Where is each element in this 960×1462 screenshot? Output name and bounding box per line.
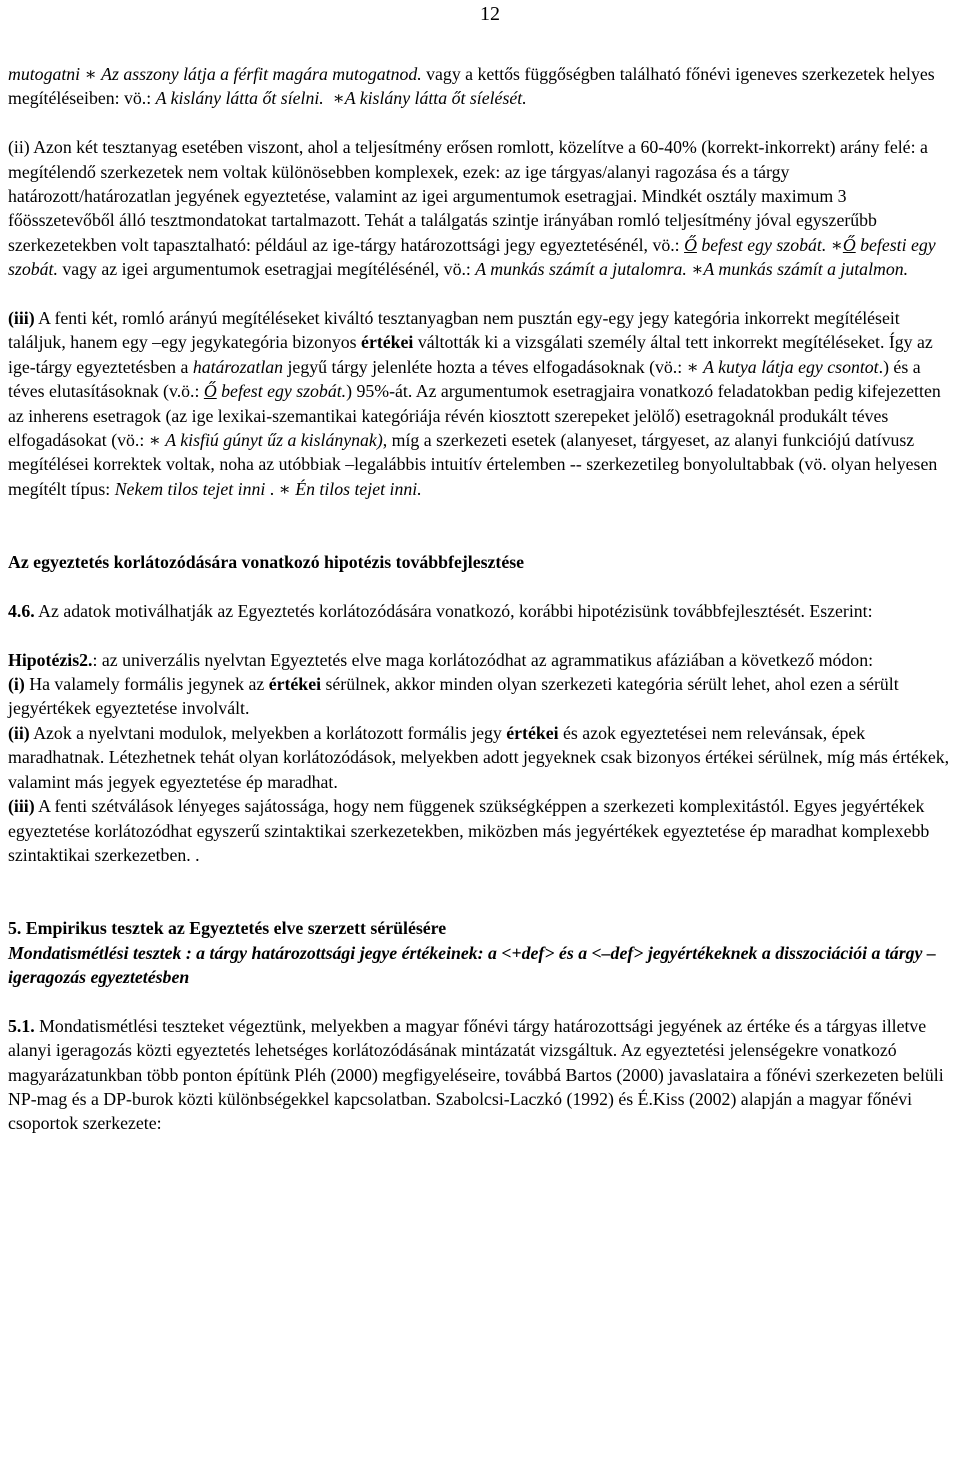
- text-run: sérülnek, akkor minden olyan szerkezeti kategória sérült lehet, ahol ezen a sérült jegyértékek egyeztetése involvált.: [8, 674, 899, 719]
- example-word: Ő: [203, 381, 217, 402]
- section-5-subheading: [8, 941, 954, 990]
- asterisk-symbol: ∗: [691, 259, 704, 280]
- text-run: :: [92, 649, 98, 670]
- example-sentence: A kisfiú gúnyt űz a kislánynak): [165, 430, 383, 451]
- example-sentence: A munkás számít a jutalomra.: [475, 259, 687, 280]
- example-sentence: befest egy szobát.: [696, 234, 827, 255]
- example-sentence: Én tilos tejet inni.: [295, 478, 422, 499]
- subheading-text: Mondatismétlési tesztek : a tárgy határozottsági jegye értékeinek: a <+def> és a <–def> jegyértékeknek a disszociációi a tárgy – igeragozás egyeztetésben: [8, 942, 936, 987]
- emphasis-word: értékei: [506, 722, 559, 743]
- asterisk-symbol: ∗: [830, 234, 843, 255]
- text-run: váltották ki a vizsgálati személy által tett inkorrekt megítéléseket. Így az ige-tárgy egyeztetésben a: [8, 332, 933, 377]
- example-sentence: befesti egy szobát.: [8, 234, 936, 280]
- page-number: 12: [480, 3, 500, 25]
- example-sentence: Nekem tilos tejet inni: [114, 478, 266, 499]
- section-number: 5.1.: [8, 1015, 35, 1036]
- text-run: jegyű tárgy jelenléte hozta a téves elfogadásoknak (vö.:: [283, 356, 687, 377]
- text-run: az univerzális nyelvtan Egyeztetés elve maga korlátozódhat az agrammatikus afáziában a következő módon:: [97, 649, 874, 670]
- heading-text: Az egyeztetés korlátozódására vonatkozó hipotézis továbbfejlesztése: [8, 552, 525, 573]
- asterisk-symbol: ∗: [84, 64, 97, 84]
- hypothesis-item-ii: [8, 721, 954, 794]
- asterisk-symbol: ∗: [332, 88, 345, 109]
- item-label: (ii): [8, 722, 30, 743]
- text-run: ) 95%-át. Az argumentumok esetragjaira vonatkozó feladatokban pedig kifejezetten az inherens esetragok (az ige lexikai-szemantikai kategóriája révén kiosztott szerepeket jelölő) esetragoknál produkált téves elfogadásokat (vö.:: [8, 381, 941, 451]
- text-run: A fenti két, romló arányú megítéléseket kiváltó tesztanyagban nem pusztán egy-egy jegy kategória inkorrekt megítéléseit találjuk, hanem egy –egy jegykategória bizonyos: [8, 308, 900, 353]
- hypothesis-item-i: [8, 672, 954, 721]
- example-sentence: A kislány látta őt síelését.: [344, 88, 527, 109]
- section-number: 4.6.: [8, 600, 35, 621]
- section-heading: [8, 550, 954, 574]
- emphasis-word: értékei: [268, 674, 322, 695]
- asterisk-symbol: ∗: [686, 356, 699, 377]
- text-run: .: [265, 478, 279, 499]
- item-label: (i): [8, 674, 25, 695]
- item-label: (ii): [8, 137, 30, 158]
- text-run: vagy az igei argumentumok esetragjai megítélésénél, vö.:: [57, 259, 476, 280]
- example-word: határozatlan: [192, 356, 284, 377]
- hypothesis-intro: [8, 648, 954, 672]
- text-run: vagy a kettős függőségben található főnévi igeneves szerkezetek helyes megítéléseiben: vö.:: [8, 64, 935, 109]
- text-run: Ha valamely formális jegynek az: [24, 674, 269, 695]
- example-word: Ő: [684, 234, 697, 255]
- text-run: és azok egyeztetései nem relevánsak, épek maradhatnak. Létezhetnek tehát olyan korlátozódások, melyekben adott jegyeknek csak bizonyos értékei sérülnek, míg más értékek, valamint más jegyek egyeztetése ép maradhat.: [8, 722, 950, 792]
- heading-text: 5. Empirikus tesztek az Egyeztetés elve szerzett sérülésére: [8, 918, 447, 939]
- text-run: mutogatni: [8, 64, 81, 84]
- section-5-heading: [8, 916, 954, 940]
- example-sentence: A munkás számít a jutalmon.: [703, 259, 909, 280]
- example-sentence: A kutya látja egy csontot: [703, 356, 879, 377]
- asterisk-symbol: ∗: [148, 430, 161, 451]
- item-label: (iii): [8, 308, 35, 329]
- item-label: (iii): [8, 796, 35, 817]
- paragraph-continuation: [8, 62, 954, 111]
- hypothesis-label: Hipotézis2.: [8, 649, 93, 670]
- example-sentence: befest egy szobát.: [216, 381, 347, 402]
- text-run: Azok a nyelvtani modulok, melyekben a korlátozott formális jegy: [29, 722, 507, 743]
- spacer: [8, 892, 954, 916]
- paragraph-ii: [8, 135, 954, 281]
- spacer: [8, 526, 954, 550]
- text-run: .) és a téves elutasításoknak (v.ö.:: [8, 356, 921, 402]
- asterisk-symbol: ∗: [278, 478, 291, 499]
- example-sentence: A kislány látta őt síelni.: [155, 88, 324, 109]
- text-run: Mondatismétlési teszteket végeztünk, melyekben a magyar főnévi tárgy határozottsági jegyének az értéke és a tárgyas illetve alanyi igeragozás közti egyeztetés lehetséges korlátozódásának mintázatát vizsgáltuk. Az egyeztetési jelenségekre vonatkozó magyarázatunkban több ponton építünk Pléh (2000) megfigyeléseire, továbbá Bartos (2000) javaslataira a főnévi szerkezeten belüli NP-mag és a DP-burok közti különbségekkel kapcsolatban. Szabolcsi-Laczkó (1992) és É.Kiss (2002) alapján a magyar főnévi csoportok szerkezete:: [8, 1015, 944, 1134]
- example-sentence: Az asszony látja a férfit magára mutogatnod.: [101, 64, 422, 84]
- paragraph-4-6: [8, 599, 954, 623]
- text-run: , míg a szerkezeti esetek (alanyeset, tárgyeset, az alanyi funkciójú datívusz megítélései korrektek voltak, noha az utóbbiak –legalábbis intuitív értelemben -- szerkezetileg bonyolultabbak (vö. olyan helyesen megítélt típus:: [8, 430, 938, 499]
- emphasis-word: értékei: [361, 332, 414, 353]
- page-body: [8, 62, 954, 1136]
- hypothesis-item-iii: [8, 794, 954, 867]
- example-word: Ő: [842, 234, 856, 255]
- text-run: Az adatok motiválhatják az Egyeztetés korlátozódására vonatkozó, korábbi hipotézisünk továbbfejlesztését. Eszerint:: [34, 600, 873, 621]
- paragraph-5-1: [8, 1014, 954, 1136]
- text-run: Azon két tesztanyag esetében viszont, ahol a teljesítmény erősen romlott, közelítve a 60-40% (korrekt-inkorrekt) arány felé: a megítélendő szerkezetek nem voltak különösebben komplexek, ezek: az ige tárgyas/alanyi ragozása és a tárgy határozott/határozatlan jegyének egyeztetése, valamint az igei argumentumok esetragjai. Mindkét osztály maximum 3 főösszetevőből álló tesztmondatokat tartalmazott. Tehát a találgatás szintje irányában romló teljesítmény jóval egyszerűbb szerkezetekben volt tapasztalható: például az ige-tárgy határozottsági jegy egyeztetésénél, vö.:: [8, 137, 928, 255]
- text-run: A fenti szétválások lényeges sajátossága, hogy nem függenek szükségképpen a szerkezeti komplexitástól. Egyes jegyértékek egyeztetése korlátozódhat egyszerű szintaktikai szerkezetekben, miközben más jegyértékek egyeztetése ép maradhat komplexebb szintaktikai szerkezetben. .: [8, 796, 930, 865]
- paragraph-iii: [8, 306, 954, 501]
